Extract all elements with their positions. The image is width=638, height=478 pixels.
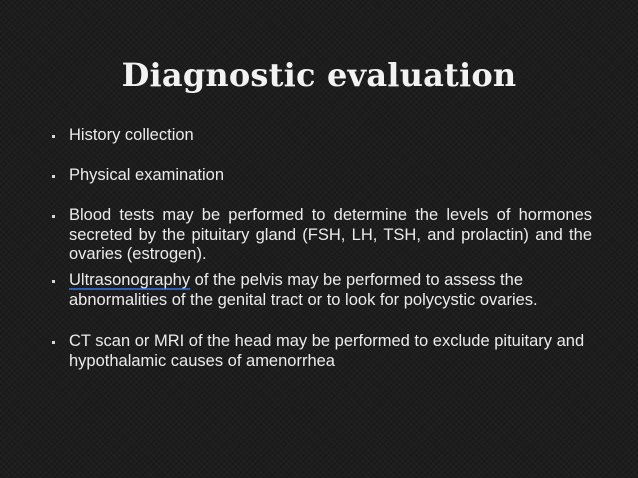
- bullet-marker: [52, 215, 55, 218]
- bullet-text: Blood tests may be performed to determine the levels of hormones secreted by the pituitary gland (FSH, LH, TSH, and prolactin) and the ovaries (estrogen).: [69, 206, 592, 263]
- bullet-marker: [52, 280, 55, 283]
- bullet-item-blood-tests: [52, 206, 592, 265]
- bullet-item-ct-mri: [52, 332, 592, 371]
- bullet-item-history: [52, 126, 592, 146]
- bullet-text: History collection: [69, 126, 194, 144]
- slide-title: Diagnostic evaluation: [121, 56, 517, 94]
- bullet-item-physical-exam: [52, 166, 592, 186]
- bullet-marker: [52, 135, 55, 138]
- bullet-text-rest: of the pelvis may be performed to assess the abnormalities of the genital tract or to look for polycystic ovaries.: [69, 271, 538, 309]
- bullet-text: CT scan or MRI of the head may be performed to exclude pituitary and hypothalamic causes of amenorrhea: [69, 332, 585, 370]
- bullet-text: [69, 271, 592, 310]
- bullet-marker: [52, 341, 55, 344]
- bullet-item-ultrasonography: [52, 271, 592, 310]
- bullet-text: Physical examination: [69, 166, 224, 184]
- bullet-marker: [52, 175, 55, 178]
- underlined-term: Ultrasonography: [69, 271, 191, 289]
